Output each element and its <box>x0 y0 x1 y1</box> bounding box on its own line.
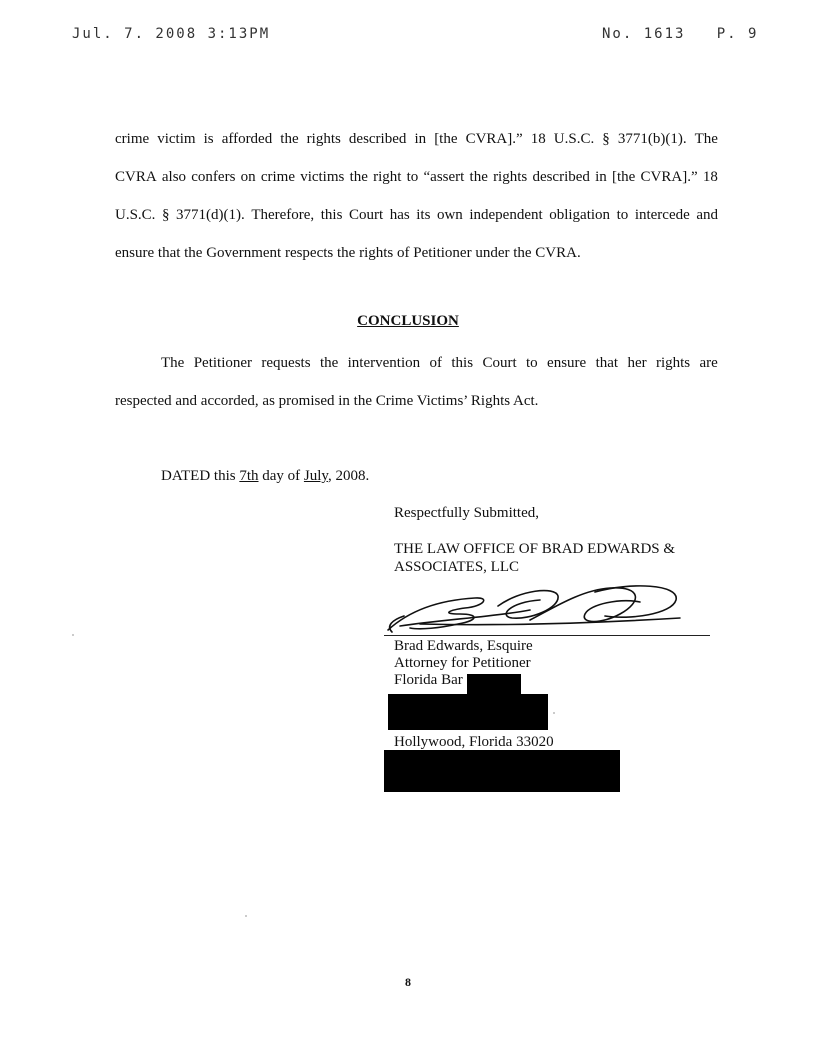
para-word: The <box>694 131 718 147</box>
para-word: obligation <box>549 207 611 223</box>
para-word: crime <box>115 131 150 147</box>
para-word: 18 <box>530 131 546 147</box>
conclusion-word: to <box>525 355 538 371</box>
conclusion-word: her <box>627 355 647 371</box>
dated-suffix: , 2008. <box>327 468 370 484</box>
para-word: on <box>240 169 256 185</box>
conclusion-word: Petitioner <box>193 355 253 371</box>
para-word: CVRA].” <box>640 169 698 185</box>
conclusion-heading: CONCLUSION <box>357 313 459 329</box>
dated-day: 7th <box>239 468 259 484</box>
para-line-4: ensure that the Government respects the rights of Petitioner under the CVRA. <box>115 245 581 261</box>
para-word: Court <box>348 207 384 223</box>
conclusion-word: ensure <box>547 355 587 371</box>
para-word: rights <box>306 131 341 147</box>
para-word: confers <box>191 169 236 185</box>
para-word: described <box>348 131 407 147</box>
florida-bar-label: Florida Bar <box>394 672 463 688</box>
signature-line <box>384 635 710 636</box>
para-word: in <box>595 169 607 185</box>
dated-month: July <box>303 468 328 484</box>
attorney-name: Brad Edwards, Esquire <box>394 638 533 654</box>
para-word: intercede <box>634 207 690 223</box>
conclusion-word: of <box>429 355 442 371</box>
para-word: to <box>616 207 629 223</box>
para-word: right <box>373 169 402 185</box>
para-word: 3771(d)(1). <box>176 207 245 223</box>
redaction-contact-info <box>384 750 620 792</box>
para-word: described <box>532 169 590 185</box>
para-word: independent <box>469 207 543 223</box>
para-line-1 <box>115 120 718 158</box>
para-word: U.S.C. <box>115 207 156 223</box>
conclusion-paragraph <box>115 344 718 420</box>
conclusion-line-1 <box>115 344 718 382</box>
para-word: victim <box>157 131 196 147</box>
para-word: 3771(b)(1). <box>617 131 687 147</box>
fax-page: P. 9 <box>716 26 759 42</box>
para-word: Therefore, <box>251 207 315 223</box>
conclusion-word: rights <box>655 355 691 371</box>
fax-header-number <box>602 26 758 42</box>
para-word: this <box>320 207 343 223</box>
para-word: the <box>349 169 368 185</box>
dated-prefix: DATED this <box>161 468 240 484</box>
firm-name-line-2: ASSOCIATES, LLC <box>394 559 520 575</box>
para-word: is <box>203 131 214 147</box>
para-word: “assert <box>423 169 465 185</box>
scan-speck <box>245 915 247 917</box>
para-word: also <box>161 169 187 185</box>
firm-name-line-1: THE LAW OFFICE OF BRAD EDWARDS & <box>394 541 676 557</box>
scan-speck <box>553 712 555 714</box>
para-word: § <box>161 207 170 223</box>
para-word: afforded <box>221 131 273 147</box>
conclusion-word: the <box>319 355 339 371</box>
para-word: CVRA].” <box>465 131 523 147</box>
conclusion-word: that <box>595 355 619 371</box>
para-word: own <box>436 207 463 223</box>
dated-line <box>161 468 369 485</box>
conclusion-word: The <box>161 355 185 371</box>
para-word: crime <box>260 169 295 185</box>
dated-middle: day of <box>258 468 304 484</box>
fax-number: No. 1613 <box>602 26 686 42</box>
para-word: 18 <box>702 169 718 185</box>
conclusion-line-2: respected and accorded, as promised in the Crime Victims’ Rights Act. <box>115 393 539 409</box>
para-word: CVRA <box>115 169 157 185</box>
closing-text: Respectfully Submitted, <box>394 505 539 521</box>
para-line-3 <box>115 196 718 234</box>
para-line-2 <box>115 158 718 196</box>
para-word: in <box>414 131 427 147</box>
para-word: § <box>602 131 610 147</box>
redaction-street-address <box>388 694 548 730</box>
para-word: and <box>696 207 718 223</box>
scan-speck <box>72 634 74 636</box>
firm-name <box>394 540 675 576</box>
conclusion-word: intervention <box>347 355 421 371</box>
para-word: has <box>389 207 410 223</box>
para-word: the <box>469 169 488 185</box>
para-word: [the <box>612 169 636 185</box>
page-number: 8 <box>405 975 411 989</box>
conclusion-word: Court <box>482 355 517 371</box>
conclusion-word: this <box>451 355 474 371</box>
redaction-bar-number <box>467 674 521 694</box>
handwritten-signature <box>380 580 712 638</box>
city-state-zip: Hollywood, Florida 33020 <box>394 734 554 750</box>
para-word: victims <box>300 169 345 185</box>
para-word: [the <box>434 131 458 147</box>
conclusion-word: requests <box>261 355 311 371</box>
conclusion-word: are <box>699 355 718 371</box>
body-paragraph <box>115 120 718 272</box>
fax-header-datetime: Jul. 7. 2008 3:13PM <box>72 26 271 42</box>
para-word: to <box>406 169 419 185</box>
para-word: U.S.C. <box>553 131 595 147</box>
para-word: rights <box>493 169 528 185</box>
para-word: the <box>280 131 299 147</box>
para-word: its <box>416 207 431 223</box>
attorney-title: Attorney for Petitioner <box>394 655 531 671</box>
